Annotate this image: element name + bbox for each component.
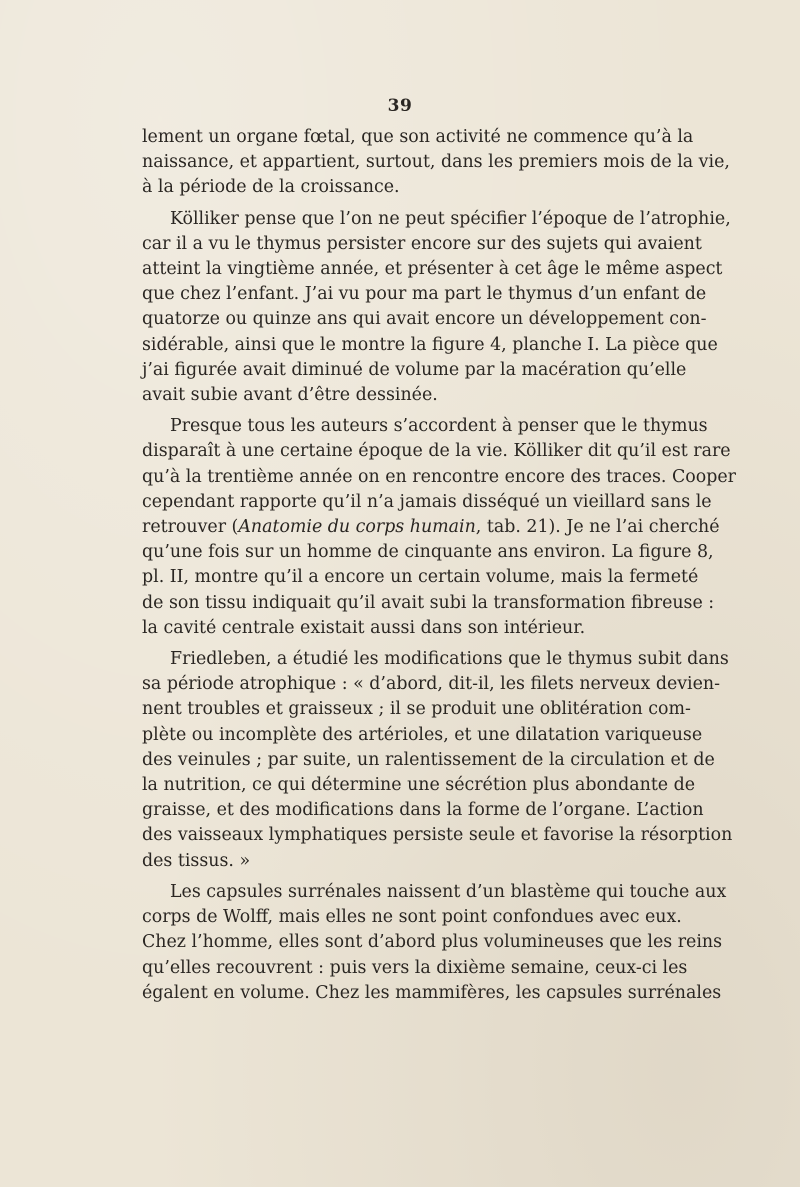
text-line: retrouver (Anatomie du corps humain, tab. 21). Je ne l’ai cherché bbox=[142, 517, 720, 538]
paragraph bbox=[142, 125, 730, 201]
text-line: que chez l’enfant. J’ai vu pour ma part le thymus d’un enfant de bbox=[142, 284, 707, 305]
text-line: lement un organe fœtal, que son activité ne commence qu’à la bbox=[142, 127, 694, 147]
paragraph bbox=[142, 647, 733, 874]
text-line: sa période atrophique : « d’abord, dit-il, les filets nerveux devien- bbox=[142, 674, 720, 695]
paragraph bbox=[142, 207, 731, 409]
text-line: des veinules ; par suite, un ralentissement de la circulation et de bbox=[142, 749, 715, 770]
text-line: égalent en volume. Chez les mammifères, les capsules surrénales bbox=[142, 982, 722, 1003]
text-line: qu’une fois sur un homme de cinquante ans environ. La figure 8, bbox=[142, 542, 714, 563]
text-line: qu’à la trentième année on en rencontre encore des traces. Cooper bbox=[142, 466, 736, 487]
book-title: Anatomie du corps humain bbox=[238, 517, 476, 538]
text-line: graisse, et des modifications dans la forme de l’organe. L’action bbox=[142, 800, 704, 821]
text-line: plète ou incomplète des artérioles, et une dilatation variqueuse bbox=[142, 724, 703, 745]
text-line: avait subie avant d’être dessinée. bbox=[142, 385, 438, 406]
text-line: à la période de la croissance. bbox=[142, 177, 400, 198]
text-line: corps de Wolff, mais elles ne sont point confondues avec eux. bbox=[142, 907, 682, 928]
text-line: quatorze ou quinze ans qui avait encore un développement con- bbox=[142, 309, 707, 330]
text-line: la cavité centrale existait aussi dans son intérieur. bbox=[142, 617, 586, 638]
text-line: Chez l’homme, elles sont d’abord plus volumineuses que les reins bbox=[142, 932, 723, 953]
text-line: cependant rapporte qu’il n’a jamais disséqué un vieillard sans le bbox=[142, 491, 712, 512]
text-line: j’ai figurée avait diminué de volume par la macération qu’elle bbox=[142, 359, 687, 380]
text-line: de son tissu indiquait qu’il avait subi la transformation fibreuse : bbox=[142, 592, 715, 613]
text-line: Les capsules surrénales naissent d’un blastème qui touche aux bbox=[170, 881, 727, 902]
text-line: sidérable, ainsi que le montre la figure 4, planche I. La pièce que bbox=[142, 334, 718, 355]
text-line: des vaisseaux lymphatiques persiste seule et favorise la résorption bbox=[142, 825, 733, 846]
body-text bbox=[142, 125, 736, 1012]
text-line: la nutrition, ce qui détermine une sécrétion plus abondante de bbox=[142, 775, 696, 796]
paragraph bbox=[142, 880, 727, 1006]
text-line: qu’elles recouvrent : puis vers la dixième semaine, ceux-ci les bbox=[142, 957, 688, 978]
text-line: nent troubles et graisseux ; il se produit une oblitération com- bbox=[142, 699, 691, 720]
text-line: naissance, et appartient, surtout, dans les premiers mois de la vie, bbox=[142, 152, 730, 173]
text-line: Friedleben, a étudié les modifications que le thymus subit dans bbox=[170, 649, 729, 670]
text-line: atteint la vingtième année, et présenter à cet âge le même aspect bbox=[142, 259, 723, 280]
text-line: car il a vu le thymus persister encore sur des sujets qui avaient bbox=[142, 233, 702, 254]
paragraph bbox=[142, 414, 736, 641]
text-line: des tissus. » bbox=[142, 850, 251, 871]
page-number: 39 bbox=[387, 96, 413, 116]
text-line: pl. II, montre qu’il a encore un certain volume, mais la fermeté bbox=[142, 567, 699, 588]
text-line: Kölliker pense que l’on ne peut spécifier l’époque de l’atrophie, bbox=[170, 208, 731, 229]
text-line: Presque tous les auteurs s’accordent à penser que le thymus bbox=[170, 416, 708, 437]
text-line: disparaît à une certaine époque de la vie. Kölliker dit qu’il est rare bbox=[142, 441, 731, 462]
